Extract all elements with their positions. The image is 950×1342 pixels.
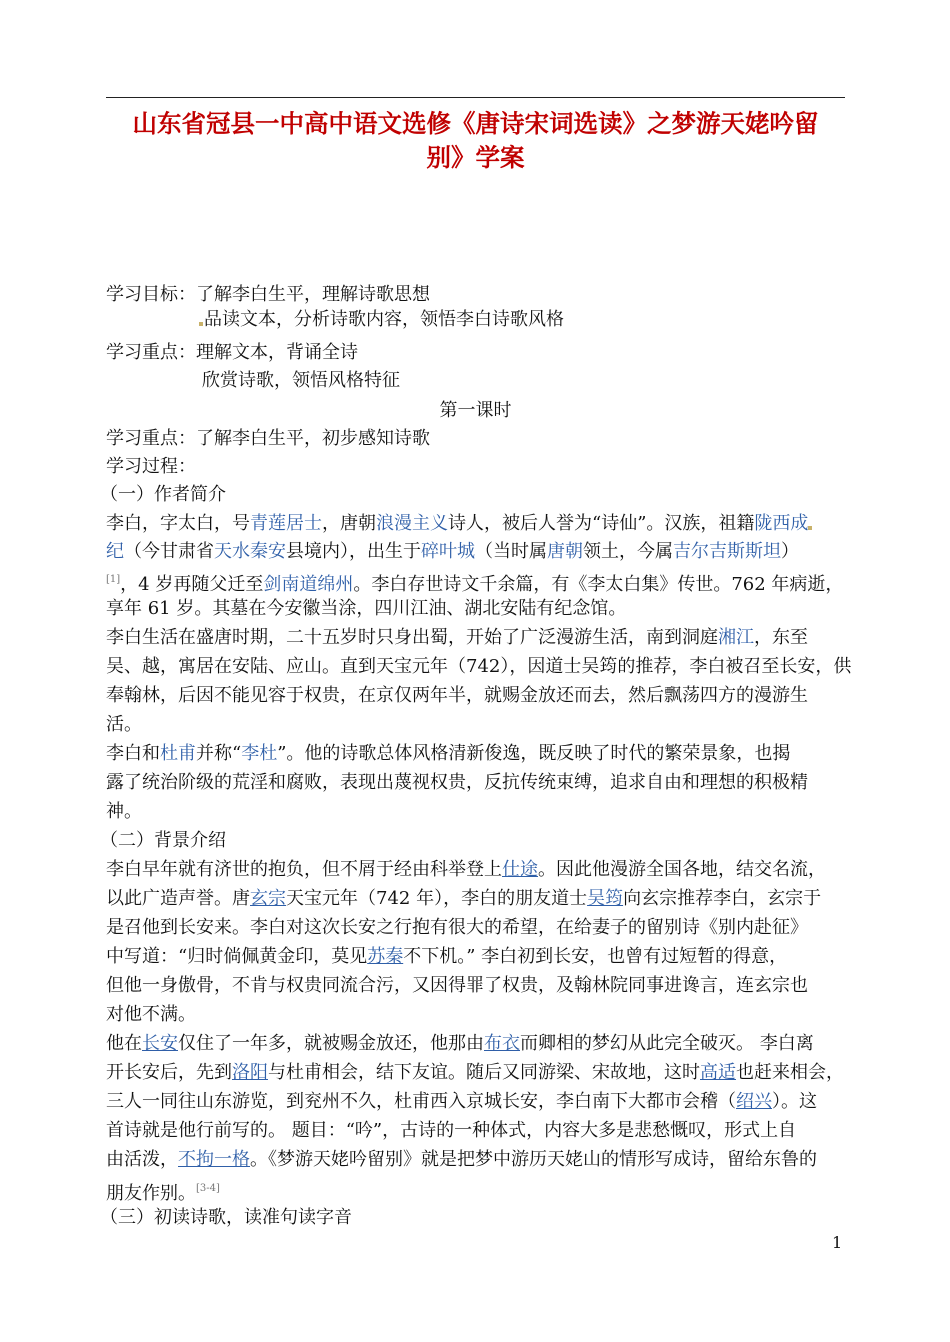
text-run: 。《梦游天姥吟留别》就是把梦中游历天姥山的情形写成诗，留给东鲁的 bbox=[250, 1149, 817, 1170]
text-run: 李白和 bbox=[106, 743, 160, 764]
text-run: ） bbox=[781, 541, 799, 562]
text-run: 开长安后，先到 bbox=[106, 1062, 232, 1083]
text-run: 以此广造声誉。唐 bbox=[106, 888, 250, 909]
s2p1-line-6: 对他不满。 bbox=[106, 1004, 196, 1025]
s2p2-line-3 bbox=[106, 1088, 851, 1116]
process-label: 学习过程： bbox=[106, 456, 196, 477]
s2p1-line-4 bbox=[106, 943, 851, 971]
section2-heading: （二）背景介绍 bbox=[100, 830, 226, 851]
section1-heading: （一）作者简介 bbox=[100, 484, 226, 505]
link-kyrgyzstan[interactable]: 吉尔吉斯斯坦 bbox=[673, 541, 781, 562]
s1p2-line-1 bbox=[106, 624, 851, 652]
s1p2-line-3: 奉翰林，后因不能见容于权贵，在京仅两年半，就赐金放还而去，然后飘荡四方的漫游生 bbox=[106, 685, 808, 706]
text-run: 也赶来相会， bbox=[736, 1062, 844, 1083]
text-run: 中写道：“归时倘佩黄金印，莫见 bbox=[106, 946, 368, 967]
title-line-1: 山东省冠县一中高中语文选修《唐诗宋词选读》之梦游天姥吟留 bbox=[132, 109, 819, 138]
footnote-ref-1[interactable]: [1] bbox=[106, 574, 121, 585]
text-run: 仅住了一年多，就被赐金放还，他那由 bbox=[178, 1033, 484, 1054]
s2p1-line-1 bbox=[106, 856, 851, 884]
text-run: ，4 岁再随父迁至 bbox=[120, 574, 264, 595]
s2p2-line-1 bbox=[106, 1030, 851, 1058]
header-rule bbox=[106, 97, 845, 98]
link-qinglian-jushi[interactable]: 青莲居士 bbox=[250, 513, 322, 534]
text-run: 由活泼， bbox=[106, 1149, 178, 1170]
anchor-mark-icon bbox=[199, 322, 203, 326]
link-tang-dynasty[interactable]: 唐朝 bbox=[547, 541, 583, 562]
focus-line-1 bbox=[106, 339, 851, 367]
link-changan[interactable]: 长安 bbox=[142, 1033, 178, 1054]
text-run: 李白早年就有济世的抱负，但不屑于经由科举登上 bbox=[106, 859, 502, 880]
text-run: 三人一同往山东游览，到兖州不久，杜甫西入京城长安，李白南下大都市会稽（ bbox=[106, 1091, 736, 1112]
link-wu-yun[interactable]: 吴筠 bbox=[587, 888, 624, 909]
focus-line-2 bbox=[202, 367, 947, 395]
s1p3-line-1 bbox=[106, 740, 851, 768]
s2p2-line-4: 首诗就是他行前写的。 题目：“吟”，古诗的一种体式，内容大多是悲愁慨叹，形式上自 bbox=[106, 1120, 797, 1141]
goals-line-2 bbox=[199, 306, 944, 334]
s2p1-line-3: 是召他到长安来。李白对这次长安之行抱有很大的希望，在给妻子的留别诗《别内赴征》 bbox=[106, 917, 808, 938]
goals-item-2: 品读文本，分析诗歌内容，领悟李白诗歌风格 bbox=[204, 309, 564, 330]
focus-item-1: 理解文本，背诵全诗 bbox=[196, 342, 358, 363]
text-run: 并称“ bbox=[196, 743, 242, 764]
s1p2-line-4: 活。 bbox=[106, 714, 142, 735]
link-xuanzong[interactable]: 玄宗 bbox=[250, 888, 286, 909]
s2p2-line-2 bbox=[106, 1059, 851, 1087]
document-title bbox=[106, 107, 845, 175]
text-run: 诗人，被后人誉为“诗仙”。汉族，祖籍 bbox=[448, 513, 755, 534]
text-run: 而卿相的梦幻从此完全破灭。 李白离 bbox=[520, 1033, 814, 1054]
lesson-focus-label: 学习重点： bbox=[106, 428, 196, 449]
text-run: 与杜甫相会，结下友谊。随后又同游梁、宋故地，这时 bbox=[268, 1062, 700, 1083]
link-su-qin[interactable]: 苏秦 bbox=[367, 946, 404, 967]
link-luoyang[interactable]: 洛阳 bbox=[232, 1062, 268, 1083]
text-run: ，东至 bbox=[754, 627, 808, 648]
section3-heading: （三）初读诗歌，读准句读字音 bbox=[100, 1207, 352, 1228]
text-run: 领土，今属 bbox=[583, 541, 673, 562]
s1p1-line-4: 享年 61 岁。其墓在今安徽当涂，四川江油、湖北安陆有纪念馆。 bbox=[106, 598, 627, 619]
text-run: 天宝元年（742 年），李白的朋友道士 bbox=[286, 888, 588, 909]
text-run: （今甘肃省 bbox=[124, 541, 214, 562]
link-longxi-chengji-cont[interactable]: 纪 bbox=[106, 541, 124, 562]
text-run: 他在 bbox=[106, 1033, 142, 1054]
footnote-ref-3-4[interactable]: [3-4] bbox=[196, 1183, 220, 1194]
link-tianshui-qinan[interactable]: 天水秦安 bbox=[214, 541, 286, 562]
link-li-du[interactable]: 李杜 bbox=[241, 743, 278, 764]
link-buyi[interactable]: 布衣 bbox=[484, 1033, 520, 1054]
link-jiannan-mianzhou[interactable]: 剑南道绵州 bbox=[263, 574, 354, 595]
s2p2-line-5 bbox=[106, 1146, 851, 1174]
text-run: （当时属 bbox=[475, 541, 547, 562]
link-gao-shi[interactable]: 高适 bbox=[700, 1062, 736, 1083]
text-run: ”。他的诗歌总体风格清新俊逸，既反映了时代的繁荣景象，也揭 bbox=[277, 743, 791, 764]
s2p1-line-5: 但他一身傲骨，不肯与权贵同流合污，又因得罪了权贵，及翰林院同事进谗言，连玄宗也 bbox=[106, 975, 808, 996]
goals-line-1 bbox=[106, 281, 851, 309]
text-run: 。因此他漫游全国各地，结交名流， bbox=[538, 859, 826, 880]
text-run: 李白，字太白，号 bbox=[106, 513, 250, 534]
link-bujuyige[interactable]: 不拘一格 bbox=[178, 1149, 250, 1170]
link-shaoxing[interactable]: 绍兴 bbox=[736, 1091, 772, 1112]
s1p3-line-3: 神。 bbox=[106, 801, 142, 822]
s1p1-line-1 bbox=[106, 510, 851, 538]
goals-item-1: 了解李白生平，理解诗歌思想 bbox=[196, 284, 430, 305]
anchor-mark-icon bbox=[808, 526, 812, 530]
lesson-heading: 第一课时 bbox=[439, 400, 512, 421]
s1p1-line-2 bbox=[106, 538, 851, 566]
s1p3-line-2: 露了统治阶级的荒淫和腐败，表现出蔑视权贵，反抗传统束缚，追求自由和理想的积极精 bbox=[106, 772, 808, 793]
lesson-focus bbox=[106, 425, 851, 453]
text-run: ）。这 bbox=[772, 1091, 817, 1112]
goals-label: 学习目标： bbox=[106, 284, 196, 305]
text-run: 县境内），出生于 bbox=[286, 541, 421, 562]
s1p2-line-2: 吴、越，寓居在安陆、应山。直到天宝元年（742），因道士吴筠的推荐，李白被召至长安，供 bbox=[106, 656, 852, 677]
title-line-2: 别》学案 bbox=[426, 143, 525, 172]
link-longxi-chengji[interactable]: 陇西成 bbox=[754, 513, 809, 534]
lesson-focus-text: 了解李白生平，初步感知诗歌 bbox=[196, 428, 430, 449]
link-du-fu[interactable]: 杜甫 bbox=[160, 743, 196, 764]
page-number: 1 bbox=[832, 1233, 843, 1252]
text-run: 。李白存世诗文千余篇，有《李太白集》传世。762 年病逝， bbox=[353, 574, 844, 595]
text-run: 向玄宗推荐李白，玄宗于 bbox=[623, 888, 822, 909]
link-suyab[interactable]: 碎叶城 bbox=[421, 541, 475, 562]
link-romanticism[interactable]: 浪漫主义 bbox=[376, 513, 448, 534]
focus-label: 学习重点： bbox=[106, 342, 196, 363]
focus-item-2: 欣赏诗歌，领悟风格特征 bbox=[202, 370, 400, 391]
text-run: 不下机。” 李白初到长安，也曾有过短暂的得意， bbox=[403, 946, 788, 967]
text-run: 李白生活在盛唐时期，二十五岁时只身出蜀，开始了广泛漫游生活，南到洞庭 bbox=[106, 627, 718, 648]
text-run: ，唐朝 bbox=[322, 513, 376, 534]
text-run: 朋友作别。 bbox=[106, 1183, 196, 1204]
link-xiangjiang[interactable]: 湘江 bbox=[718, 627, 754, 648]
link-shitu[interactable]: 仕途 bbox=[502, 859, 538, 880]
s2p1-line-2 bbox=[106, 885, 851, 913]
